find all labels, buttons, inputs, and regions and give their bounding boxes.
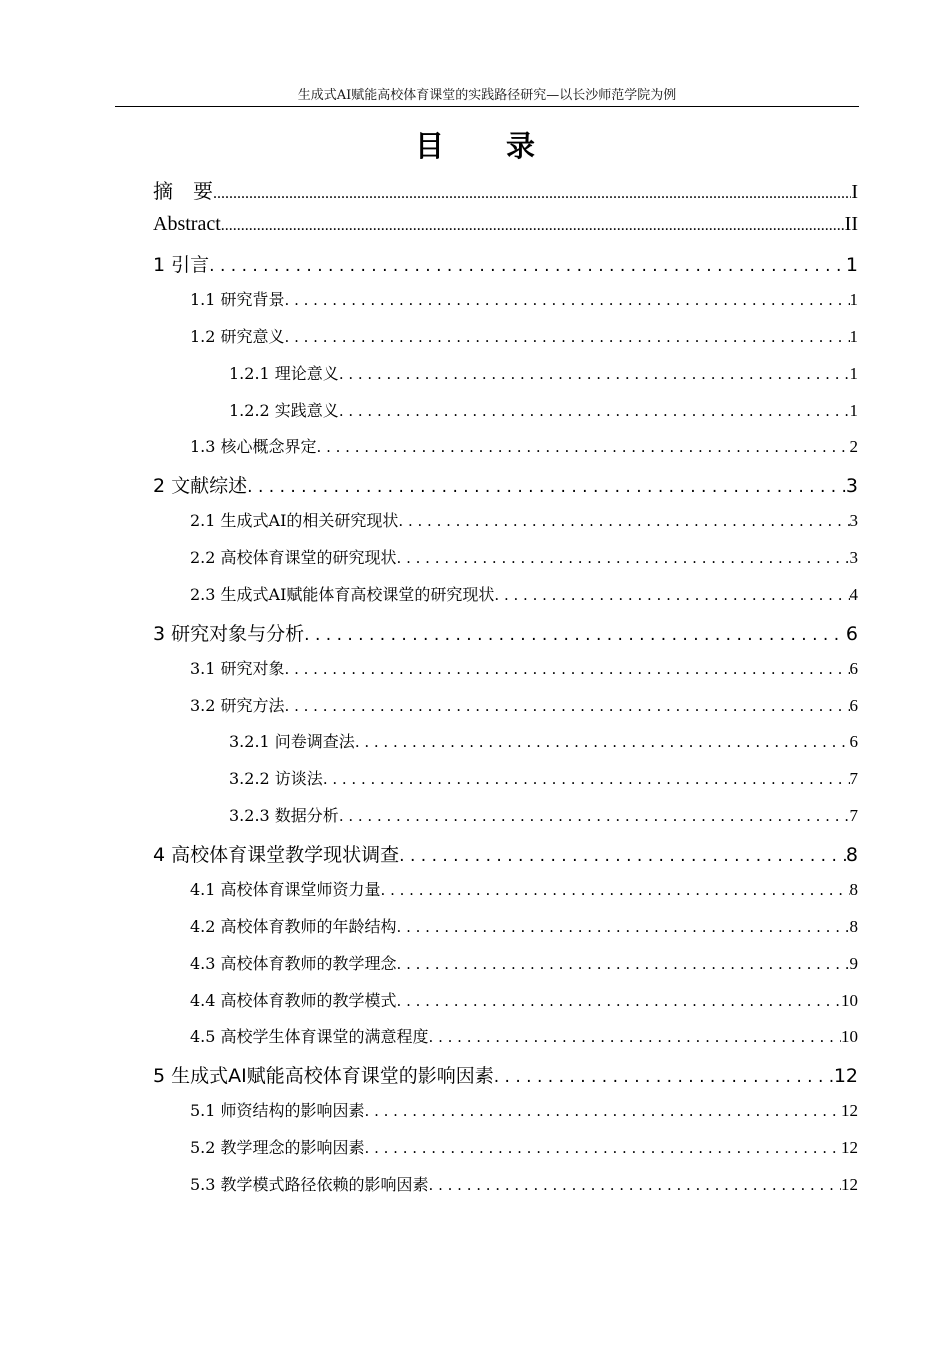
toc-entry-page-number: 2 xyxy=(849,437,858,456)
toc-entry-label: 4.2 高校体育教师的年龄结构 xyxy=(190,917,397,936)
toc-entry-label: 3.1 研究对象 xyxy=(190,659,285,678)
toc-entry-page-number: 8 xyxy=(849,880,858,899)
toc-entry[interactable] xyxy=(190,877,858,900)
toc-entry[interactable] xyxy=(190,1135,858,1158)
toc-entry[interactable] xyxy=(229,398,858,421)
toc-entry-label: 2.3 生成式AI赋能体育高校课堂的研究现状 xyxy=(190,585,495,604)
toc-entry[interactable] xyxy=(153,175,858,205)
toc-entry-label: 3 研究对象与分析 xyxy=(153,623,305,645)
toc-entry[interactable] xyxy=(190,545,858,568)
dot-leader xyxy=(494,585,849,604)
toc-entry-page-number: 6 xyxy=(849,696,858,715)
toc-entry-page-number: 8 xyxy=(849,917,858,936)
toc-entry-label: 5 生成式AI赋能高校体育课堂的影响因素 xyxy=(153,1065,494,1087)
toc-entry-label: 摘 要 xyxy=(153,181,213,203)
dot-leader xyxy=(397,548,850,567)
toc-entry-label: 1 引言 xyxy=(153,254,210,276)
toc-entry[interactable] xyxy=(190,434,858,457)
toc-entry-page-number: II xyxy=(844,213,858,235)
toc-entry-page-number: 3 xyxy=(849,511,858,530)
toc-entry-page-number: 1 xyxy=(849,327,858,346)
toc-entry-label: 3.2 研究方法 xyxy=(190,696,285,715)
dot-leader xyxy=(365,1138,841,1157)
toc-entry[interactable] xyxy=(190,988,858,1011)
dot-leader xyxy=(285,659,850,678)
toc-entry-page-number: 12 xyxy=(841,1101,858,1120)
toc-entry-page-number: 3 xyxy=(849,548,858,567)
toc-entry-label: 2.1 生成式AI的相关研究现状 xyxy=(190,511,399,530)
dot-leader xyxy=(285,290,850,309)
dot-leader xyxy=(397,917,850,936)
dot-leader xyxy=(285,696,850,715)
toc-entry-label: 5.3 教学模式路径依赖的影响因素 xyxy=(190,1175,429,1194)
toc-entry-page-number: 7 xyxy=(849,806,858,825)
toc-entry-label: 4.1 高校体育课堂师资力量 xyxy=(190,880,381,899)
dot-leader xyxy=(381,880,850,899)
toc-entry-page-number: 1 xyxy=(845,254,858,276)
toc-entry[interactable] xyxy=(190,951,858,974)
toc-entry-label: 3.2.1 问卷调查法 xyxy=(229,732,355,751)
toc-entry-label: 5.1 师资结构的影响因素 xyxy=(190,1101,365,1120)
toc-entry-label: 1.3 核心概念界定 xyxy=(190,437,317,456)
toc-entry-label: 3.2.2 访谈法 xyxy=(229,769,323,788)
dot-leader xyxy=(399,844,846,867)
toc-entry-label: Abstract xyxy=(153,213,221,235)
toc-entry-page-number: 12 xyxy=(841,1138,858,1157)
dot-leader xyxy=(397,954,850,973)
dot-leader xyxy=(339,806,850,825)
toc-entry-label: 4 高校体育课堂教学现状调查 xyxy=(153,844,400,866)
running-header: 生成式AI赋能高校体育课堂的实践路径研究—以长沙师范学院为例 xyxy=(297,88,677,103)
dot-leader xyxy=(221,213,845,237)
toc-entry-page-number: 6 xyxy=(849,732,858,751)
toc-entry[interactable] xyxy=(153,471,858,498)
toc-entry-page-number: 1 xyxy=(849,364,858,383)
toc-entry[interactable] xyxy=(229,766,858,789)
toc-entry-page-number: 12 xyxy=(841,1175,858,1194)
toc-entry-page-number: I xyxy=(851,181,858,203)
toc-entry-page-number: 8 xyxy=(845,844,858,866)
toc-entry[interactable] xyxy=(190,287,858,310)
dot-leader xyxy=(397,991,841,1010)
toc-entry-label: 2 文献综述 xyxy=(153,475,248,497)
toc-entry-page-number: 6 xyxy=(845,623,858,645)
toc-entry[interactable] xyxy=(153,250,858,277)
page-title: 目 录 xyxy=(414,129,562,163)
toc-entry-label: 1.2 研究意义 xyxy=(190,327,285,346)
dot-leader xyxy=(285,327,850,346)
toc-entry-page-number: 10 xyxy=(841,991,858,1010)
toc-entry-label: 3.2.3 数据分析 xyxy=(229,806,339,825)
toc-entry-label: 4.4 高校体育教师的教学模式 xyxy=(190,991,397,1010)
toc-entry-page-number: 4 xyxy=(849,585,858,604)
toc-entry[interactable] xyxy=(190,656,858,679)
toc-entry-page-number: 12 xyxy=(833,1065,858,1087)
toc-entry[interactable] xyxy=(190,914,858,937)
toc-entry[interactable] xyxy=(229,729,858,752)
toc-entry-label: 5.2 教学理念的影响因素 xyxy=(190,1138,365,1157)
dot-leader xyxy=(213,181,851,205)
dot-leader xyxy=(365,1101,841,1120)
toc-entry-page-number: 3 xyxy=(845,475,858,497)
dot-leader xyxy=(323,769,850,788)
toc-entry-page-number: 9 xyxy=(849,954,858,973)
toc-entry[interactable] xyxy=(190,1172,858,1195)
toc-entry-label: 1.1 研究背景 xyxy=(190,290,285,309)
toc-entry-label: 1.2.1 理论意义 xyxy=(229,364,339,383)
toc-entry-label: 4.5 高校学生体育课堂的满意程度 xyxy=(190,1027,429,1046)
toc-entry[interactable] xyxy=(153,619,858,646)
toc-entry[interactable] xyxy=(190,324,858,347)
toc-entry[interactable] xyxy=(190,508,858,531)
toc-entry-page-number: 10 xyxy=(841,1027,858,1046)
toc-entry-label: 1.2.2 实践意义 xyxy=(229,401,339,420)
toc-entry-page-number: 6 xyxy=(849,659,858,678)
toc-entry-label: 4.3 高校体育教师的教学理念 xyxy=(190,954,397,973)
dot-leader xyxy=(398,511,849,530)
toc-entry-label: 2.2 高校体育课堂的研究现状 xyxy=(190,548,397,567)
toc-entry[interactable] xyxy=(153,840,858,867)
dot-leader xyxy=(355,732,850,751)
toc-entry-page-number: 1 xyxy=(849,401,858,420)
dot-leader xyxy=(429,1175,841,1194)
toc-entry[interactable] xyxy=(190,582,858,605)
toc-entry[interactable] xyxy=(153,213,858,237)
dot-leader xyxy=(209,254,846,277)
dot-leader xyxy=(339,364,850,383)
dot-leader xyxy=(247,475,846,498)
dot-leader xyxy=(304,623,846,646)
toc-entry[interactable] xyxy=(229,361,858,384)
toc-entry-page-number: 1 xyxy=(849,290,858,309)
dot-leader xyxy=(339,401,850,420)
toc-entry[interactable] xyxy=(153,1061,858,1088)
toc-entry[interactable] xyxy=(190,1024,858,1047)
toc-entry[interactable] xyxy=(229,803,858,826)
dot-leader xyxy=(494,1065,834,1088)
header-rule xyxy=(115,106,859,107)
toc-entry[interactable] xyxy=(190,693,858,716)
dot-leader xyxy=(317,437,850,456)
toc-entry[interactable] xyxy=(190,1098,858,1121)
dot-leader xyxy=(429,1027,841,1046)
toc-entry-page-number: 7 xyxy=(849,769,858,788)
